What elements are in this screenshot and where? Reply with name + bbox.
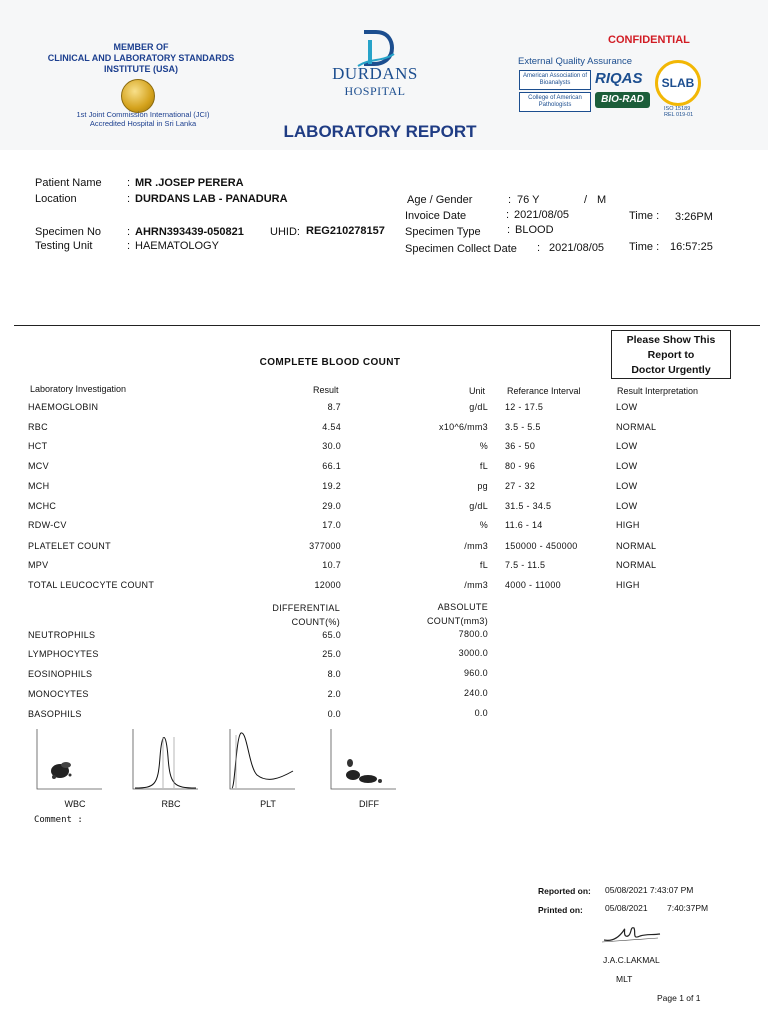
diff-percent: 25.0 bbox=[322, 649, 341, 659]
test-interpretation: NORMAL bbox=[616, 560, 657, 570]
abs-header-line-1: ABSOLUTE bbox=[437, 602, 488, 612]
comment-label: Comment : bbox=[34, 815, 83, 825]
urgent-line-2: Report to bbox=[647, 349, 695, 361]
plt-histogram-graph bbox=[227, 727, 297, 791]
diff-cell-name: MONOCYTES bbox=[28, 689, 89, 699]
uhid-label: UHID: bbox=[270, 226, 300, 238]
urgent-notice-box bbox=[611, 330, 731, 379]
test-unit: /mm3 bbox=[464, 580, 488, 590]
slash: / bbox=[584, 194, 588, 206]
patient-name-label: Patient Name bbox=[35, 177, 102, 189]
uhid-value: REG210278157 bbox=[306, 225, 385, 237]
signature-icon bbox=[600, 920, 664, 946]
durdans-logo-icon bbox=[356, 28, 396, 68]
test-name: MCV bbox=[28, 461, 49, 471]
test-result: 19.2 bbox=[322, 481, 341, 491]
colon: : bbox=[127, 240, 131, 252]
test-reference-range: 27 - 32 bbox=[505, 481, 536, 491]
test-unit: /mm3 bbox=[464, 541, 488, 551]
testing-unit-value: HAEMATOLOGY bbox=[135, 240, 219, 252]
test-unit: g/dL bbox=[469, 501, 488, 511]
test-name: TOTAL LEUCOCYTE COUNT bbox=[28, 580, 155, 590]
test-reference-range: 150000 - 450000 bbox=[505, 541, 578, 551]
diff-scatter-graph bbox=[328, 727, 398, 791]
member-line-3: INSTITUTE (USA) bbox=[104, 64, 178, 74]
test-name: RBC bbox=[28, 422, 48, 432]
printed-on-label: Printed on: bbox=[538, 905, 583, 915]
test-result: 377000 bbox=[309, 541, 341, 551]
colon: : bbox=[506, 209, 510, 221]
diff-percent: 0.0 bbox=[327, 709, 341, 719]
diff-percent: 8.0 bbox=[327, 669, 341, 679]
diff-absolute: 960.0 bbox=[463, 668, 488, 678]
cbc-title: COMPLETE BLOOD COUNT bbox=[259, 357, 401, 368]
hospital-name: DURDANS bbox=[332, 64, 418, 83]
iso-line-1: ISO 15189 bbox=[664, 106, 691, 112]
diff-cell-name: BASOPHILS bbox=[28, 709, 82, 719]
gender-value: M bbox=[597, 194, 607, 206]
test-name: HCT bbox=[28, 441, 48, 451]
header-range: Referance Interval bbox=[507, 386, 581, 396]
diff-cell-name: EOSINOPHILS bbox=[28, 669, 93, 679]
diff-cell-name: NEUTROPHILS bbox=[28, 630, 96, 640]
header-investigation: Laboratory Investigation bbox=[30, 384, 127, 394]
iso-text bbox=[664, 106, 693, 118]
reported-on-label: Reported on: bbox=[538, 886, 591, 896]
jci-text bbox=[58, 110, 228, 128]
test-reference-range: 36 - 50 bbox=[505, 441, 536, 451]
invoice-time-label: Time : bbox=[629, 210, 660, 222]
specimen-type-value: BLOOD bbox=[515, 224, 554, 236]
diff-absolute: 3000.0 bbox=[458, 648, 488, 658]
test-reference-range: 7.5 - 11.5 bbox=[505, 560, 546, 570]
iso-line-2: REL 019-01 bbox=[664, 112, 694, 118]
test-name: RDW-CV bbox=[28, 520, 67, 530]
differential-header bbox=[240, 601, 340, 629]
diff-header-line-1: DIFFERENTIAL bbox=[272, 603, 340, 613]
diff-absolute: 7800.0 bbox=[458, 629, 488, 639]
collect-date-value: 2021/08/05 bbox=[549, 242, 605, 254]
biorad-logo: BIO-RAD bbox=[595, 92, 650, 108]
test-result: 10.7 bbox=[322, 560, 341, 570]
jci-line-2: Accredited Hospital in Sri Lanka bbox=[89, 119, 197, 128]
test-reference-range: 12 - 17.5 bbox=[505, 402, 544, 412]
test-name: PLATELET COUNT bbox=[28, 541, 111, 551]
eqa-title: External Quality Assurance bbox=[518, 56, 633, 67]
urgent-line-1: Please Show This bbox=[626, 334, 716, 346]
test-reference-range: 80 - 96 bbox=[505, 461, 536, 471]
location-value: DURDANS LAB - PANADURA bbox=[135, 193, 288, 205]
specimen-no-label: Specimen No bbox=[35, 226, 102, 238]
header-result: Result bbox=[313, 385, 339, 395]
reported-on-value: 05/08/2021 7:43:07 PM bbox=[605, 885, 694, 895]
riqas-logo: RIQAS bbox=[595, 70, 643, 87]
test-reference-range: 4000 - 11000 bbox=[505, 580, 561, 590]
test-interpretation: LOW bbox=[616, 441, 638, 451]
signatory-designation: MLT bbox=[616, 974, 633, 984]
header-interpretation: Result Interpretation bbox=[617, 386, 699, 396]
invoice-time-value: 3:26PM bbox=[675, 211, 713, 223]
test-result: 12000 bbox=[314, 580, 341, 590]
test-unit: % bbox=[479, 441, 488, 451]
test-name: MCH bbox=[28, 481, 50, 491]
diff-header-line-2: COUNT(%) bbox=[291, 617, 340, 627]
age-value: 76 Y bbox=[517, 194, 540, 206]
diff-percent: 65.0 bbox=[322, 630, 341, 640]
aab-badge: American Association of Bioanalysts bbox=[519, 70, 591, 90]
test-unit: fL bbox=[479, 461, 488, 471]
invoice-date-value: 2021/08/05 bbox=[514, 209, 570, 221]
confidential-label: CONFIDENTIAL bbox=[608, 34, 690, 46]
test-interpretation: LOW bbox=[616, 402, 638, 412]
abs-header-line-2: COUNT(mm3) bbox=[427, 616, 488, 626]
report-title: LABORATORY REPORT bbox=[283, 122, 477, 141]
test-result: 8.7 bbox=[327, 402, 341, 412]
test-interpretation: HIGH bbox=[616, 580, 640, 590]
jci-line-1: 1st Joint Commission International (JCI) bbox=[76, 110, 210, 119]
test-interpretation: HIGH bbox=[616, 520, 640, 530]
slab-logo: SLAB bbox=[655, 60, 701, 106]
test-interpretation: NORMAL bbox=[616, 541, 657, 551]
urgent-line-3: Doctor Urgently bbox=[631, 364, 711, 376]
testing-unit-label: Testing Unit bbox=[35, 240, 93, 252]
test-interpretation: NORMAL bbox=[616, 422, 657, 432]
rbc-histogram-graph bbox=[130, 727, 200, 791]
page-number: Page 1 of 1 bbox=[657, 993, 701, 1003]
graph-label-wbc: WBC bbox=[64, 799, 86, 809]
specimen-no-value: AHRN393439-050821 bbox=[135, 226, 244, 238]
printed-on-date: 05/08/2021 bbox=[605, 903, 648, 913]
age-gender-label: Age / Gender bbox=[407, 194, 473, 206]
test-unit: g/dL bbox=[469, 402, 488, 412]
member-line-2: CLINICAL AND LABORATORY STANDARDS bbox=[47, 53, 235, 63]
test-result: 29.0 bbox=[322, 501, 341, 511]
test-unit: % bbox=[479, 520, 488, 530]
colon: : bbox=[508, 194, 512, 206]
collect-date-label: Specimen Collect Date bbox=[405, 243, 517, 255]
collect-time-label: Time : bbox=[629, 241, 660, 253]
diff-cell-name: LYMPHOCYTES bbox=[28, 649, 99, 659]
clsi-member-text bbox=[36, 42, 246, 75]
colon: : bbox=[127, 177, 131, 189]
header-unit: Unit bbox=[469, 386, 486, 396]
colon: : bbox=[127, 193, 131, 205]
graph-label-diff: DIFF bbox=[359, 799, 379, 809]
colon: : bbox=[127, 226, 131, 238]
test-reference-range: 11.6 - 14 bbox=[505, 520, 543, 530]
invoice-date-label: Invoice Date bbox=[405, 210, 467, 222]
graph-label-rbc: RBC bbox=[161, 799, 181, 809]
specimen-type-label: Specimen Type bbox=[405, 226, 481, 238]
test-unit: x10^6/mm3 bbox=[439, 422, 488, 432]
test-result: 30.0 bbox=[322, 441, 341, 451]
test-reference-range: 3.5 - 5.5 bbox=[505, 422, 541, 432]
test-interpretation: LOW bbox=[616, 481, 638, 491]
test-name: HAEMOGLOBIN bbox=[28, 402, 99, 412]
diff-percent: 2.0 bbox=[327, 689, 341, 699]
section-divider bbox=[14, 325, 760, 326]
jci-gold-seal-icon bbox=[121, 79, 155, 113]
test-name: MCHC bbox=[28, 501, 57, 511]
patient-name: MR .JOSEP PERERA bbox=[135, 177, 244, 189]
cap-badge: College of American Pathologists bbox=[519, 92, 591, 112]
test-interpretation: LOW bbox=[616, 461, 638, 471]
diff-absolute: 240.0 bbox=[463, 688, 488, 698]
test-interpretation: LOW bbox=[616, 501, 638, 511]
test-unit: fL bbox=[479, 560, 488, 570]
test-reference-range: 31.5 - 34.5 bbox=[505, 501, 552, 511]
collect-time-value: 16:57:25 bbox=[670, 241, 713, 253]
hospital-subtitle: HOSPITAL bbox=[344, 84, 406, 98]
test-result: 4.54 bbox=[322, 422, 341, 432]
test-unit: pg bbox=[477, 481, 488, 491]
location-label: Location bbox=[35, 193, 77, 205]
diff-absolute: 0.0 bbox=[474, 708, 488, 718]
absolute-header bbox=[388, 600, 488, 628]
wbc-scatter-graph bbox=[34, 727, 104, 791]
test-name: MPV bbox=[28, 560, 49, 570]
graph-label-plt: PLT bbox=[260, 799, 276, 809]
signatory-name: J.A.C.LAKMAL bbox=[603, 955, 660, 965]
test-result: 66.1 bbox=[322, 461, 341, 471]
member-line-1: MEMBER OF bbox=[113, 42, 169, 52]
printed-on-time: 7:40:37PM bbox=[667, 903, 709, 913]
test-result: 17.0 bbox=[322, 520, 341, 530]
colon: : bbox=[507, 224, 511, 236]
colon: : bbox=[537, 242, 541, 254]
